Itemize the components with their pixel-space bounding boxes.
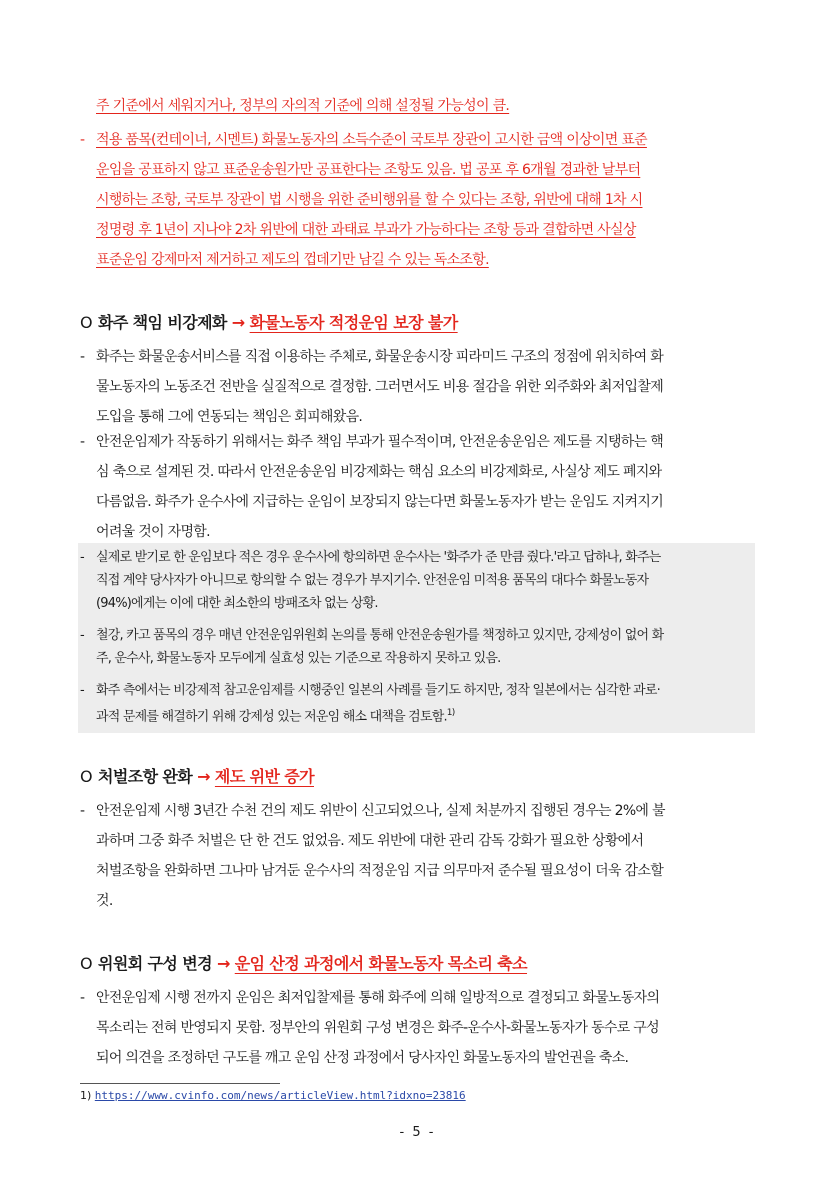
text-line: 주 기준에서 세워지거나, 정부의 자의적 기준에 의해 설정될 가능성이 큼. [96,98,510,114]
bullet-dash: - [80,434,85,450]
footnote-ref: 1) [446,708,455,718]
text-line: 물노동자의 노동조건 전반을 실질적으로 결정함. 그러면서도 비용 절감을 위한 외주화와 최저입찰제 [96,379,664,395]
text-line: 목소리는 전혀 반영되지 못함. 정부안의 위원회 구성 변경은 화주-운수사-화물노동자가 동수로 구성 [96,1020,659,1036]
box-bullet-3 [80,679,756,728]
footnote [80,1088,466,1104]
heading-title: 처벌조항 완화 [98,767,193,786]
text-line: 화주 측에서는 비강제적 참고운임제를 시행중인 일본의 사례를 들기도 하지만, 정작 일본에서는 심각한 과로· [96,683,661,698]
text-line: 안전운임제가 작동하기 위해서는 화주 책임 부과가 필수적이며, 안전운송운임은 제도를 지탱하는 핵 [96,434,664,450]
bullet-dash: - [80,349,85,365]
heading-result: 제도 위반 증가 [214,767,314,786]
bullet-dash: - [80,550,84,565]
arrow-icon: → [197,767,210,786]
bullet-dash: - [80,803,85,819]
bullet-dash: - [80,990,85,1006]
text-line: 표준운임 강제마저 제거하고 제도의 껍데기만 남길 수 있는 독소조항. [96,252,489,268]
footnote-link[interactable]: https://www.cvinfo.com/news/articleView.html?idxno=23816 [94,1089,466,1102]
section-heading-shipper-responsibility [80,311,458,335]
text-line: 것. [96,893,113,909]
circle-marker: O [80,313,92,332]
footnote-divider [80,1083,280,1084]
circle-marker: O [80,954,92,973]
page-number: - 5 - [399,1125,436,1140]
text-line: (94%)에게는 이에 대한 최소한의 방패조차 없는 상황. [96,596,378,611]
text-line: 안전운임제 시행 전까지 운임은 최저입찰제를 통해 화주에 의해 일방적으로 결정되고 화물노동자의 [96,990,660,1006]
heading-title: 위원회 구성 변경 [98,954,212,973]
heading-result: 화물노동자 적정운임 보장 불가 [249,313,458,332]
text-line: 직접 계약 당사자가 아니므로 항의할 수 없는 경우가 부지기수. 안전운임 미적용 품목의 대다수 화물노동자 [96,573,649,588]
arrow-icon: → [231,313,245,332]
section1-bullet-2 [80,427,768,547]
section2-bullet-1 [80,796,768,916]
footnote-number: 1) [80,1089,92,1102]
text-line: 철강, 카고 품목의 경우 매년 안전운임위원회 논의를 통해 안전운송원가를 책정하고 있지만, 강제성이 없어 화 [96,628,664,643]
bullet-dash: - [80,683,84,698]
text-line: 실제로 받기로 한 운임보다 적은 경우 운수사에 항의하면 운수사는 '화주가 준 만큼 줬다.'라고 답하나, 화주는 [96,550,661,565]
text-line: 처벌조항을 완화하면 그나마 남겨둔 운수사의 적정운임 지급 의무마저 준수될 필요성이 더욱 감소할 [96,863,664,879]
section-heading-penalty [80,765,314,789]
text-line: 되어 의견을 조정하던 구도를 깨고 운임 산정 과정에서 당사자인 화물노동자의 발언권을 축소. [96,1050,629,1066]
text-line: 시행하는 조항, 국토부 장관이 법 시행을 위한 준비행위를 할 수 있다는 조항, 위반에 대해 1차 시 [96,192,643,208]
text-line: 운임을 공표하지 않고 표준운송원가만 공표한다는 조항도 있음. 법 공포 후 6개월 경과한 날부터 [96,162,641,178]
text-line: 다름없음. 화주가 운수사에 지급하는 운임이 보장되지 않는다면 화물노동자가 받는 운임도 지켜지기 [96,494,664,510]
text-line: 심 축으로 설계된 것. 따라서 안전운송운임 비강제화는 핵심 요소의 비강제화로, 사실상 제도 폐지와 [96,464,662,480]
intro-bullet-paragraph [80,125,768,275]
bullet-dash: - [80,132,85,148]
text-line: 주, 운수사, 화물노동자 모두에게 실효성 있는 기준으로 작용하지 못하고 있음. [96,651,501,666]
box-bullet-1 [80,546,756,615]
heading-title: 화주 책임 비강제화 [98,313,227,332]
text-line: 어려울 것이 자명함. [96,524,210,540]
circle-marker: O [80,767,92,786]
text-line: 적용 품목(컨테이너, 시멘트) 화물노동자의 소득수준이 국토부 장관이 고시한 금액 이상이면 표준 [96,132,647,148]
text-line: 도입을 통해 그에 연동되는 책임은 회피해왔음. [96,409,363,425]
text-line: 정명령 후 1년이 지나야 2차 위반에 대한 과태료 부과가 가능하다는 조항 등과 결합하면 사실상 [96,222,636,238]
text-line: 과적 문제를 해결하기 위해 강제성 있는 저운임 해소 대책을 검토함.$^{1)}$ [96,708,455,725]
arrow-icon: → [216,954,230,973]
section1-bullet-1 [80,342,768,432]
section-heading-committee [80,952,527,976]
text-line: 과하며 그중 화주 처벌은 단 한 건도 없었음. 제도 위반에 대한 관리 감독 강화가 필요한 상황에서 [96,833,644,849]
text-line: 안전운임제 시행 3년간 수천 건의 제도 위반이 신고되었으나, 실제 처분까지 집행된 경우는 2%에 불 [96,803,665,819]
section3-bullet-1 [80,983,768,1073]
box-bullet-2 [80,624,756,670]
bullet-dash: - [80,628,84,643]
heading-result: 운임 산정 과정에서 화물노동자 목소리 축소 [234,954,528,973]
text-line: 화주는 화물운송서비스를 직접 이용하는 주체로, 화물운송시장 피라미드 구조의 정점에 위치하여 화 [96,349,664,365]
intro-continuation [96,91,766,121]
